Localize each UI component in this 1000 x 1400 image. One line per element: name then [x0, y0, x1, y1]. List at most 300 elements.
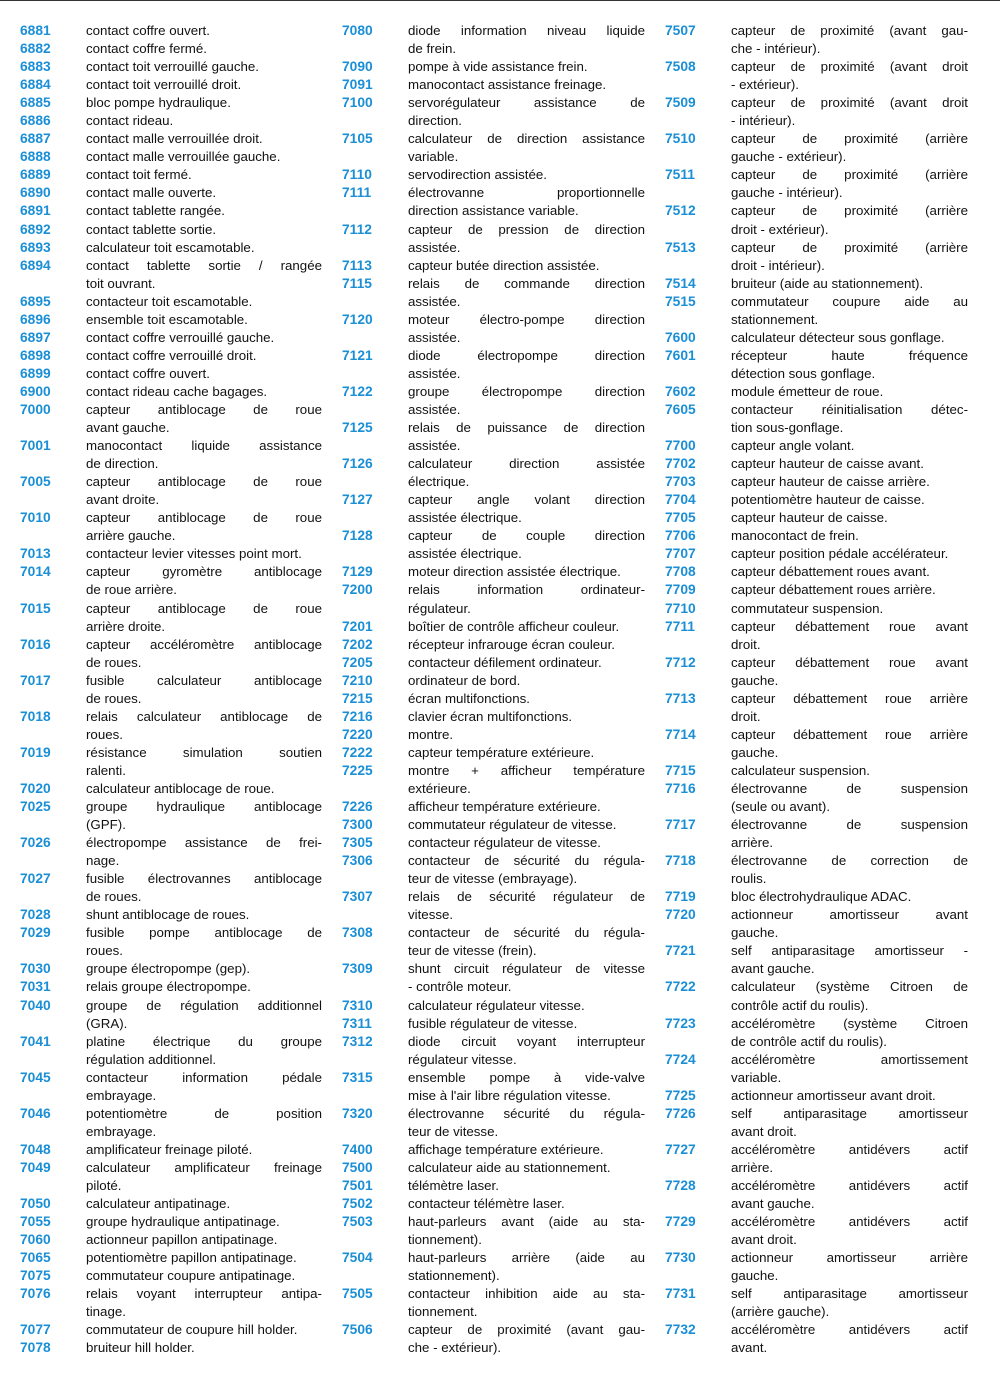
legend-entry	[20, 148, 322, 166]
description-line: gauche - extérieur).	[731, 149, 847, 165]
legend-entry	[342, 1033, 645, 1069]
legend-entry	[20, 1195, 322, 1213]
component-code: 6900	[20, 383, 51, 399]
component-description	[731, 545, 968, 563]
component-description	[731, 1249, 968, 1285]
component-code: 7215	[342, 690, 373, 706]
legend-entry	[665, 437, 968, 455]
description-line: contact coffre verrouillé gauche.	[86, 329, 275, 345]
component-code: 7511	[665, 167, 695, 183]
legend-entry	[665, 329, 968, 347]
description-line: récepteur haute fréquence	[731, 347, 968, 363]
component-code: 7040	[20, 997, 51, 1013]
description-line: che - extérieur).	[408, 1340, 502, 1356]
component-description	[731, 1105, 968, 1141]
component-code: 7030	[20, 961, 51, 977]
description-line: self antiparasitage amortisseur	[731, 1105, 968, 1121]
legend-entry	[20, 383, 322, 401]
component-description	[86, 148, 322, 166]
component-description	[408, 130, 645, 166]
component-description	[731, 600, 968, 618]
component-description	[86, 1231, 322, 1249]
description-line: module émetteur de roue.	[731, 383, 884, 399]
legend-entry	[20, 1033, 322, 1069]
component-description	[86, 997, 322, 1033]
description-line: avant droite.	[86, 492, 160, 508]
component-code: 7027	[20, 871, 51, 887]
description-line: (GPF).	[86, 817, 126, 833]
component-description	[86, 1321, 322, 1339]
component-code: 6884	[20, 77, 51, 93]
component-description	[86, 257, 322, 293]
description-line: contact tablette sortie.	[86, 221, 217, 237]
component-description	[408, 960, 645, 996]
component-description	[86, 1249, 322, 1267]
component-description	[86, 870, 322, 906]
component-code: 7225	[342, 762, 373, 778]
description-line: calculateur (système Citroen de	[731, 979, 968, 995]
component-description	[408, 1159, 645, 1177]
legend-entry	[665, 527, 968, 545]
legend-entry	[20, 1105, 322, 1141]
component-code: 7715	[665, 762, 696, 778]
description-line: capteur de proximité (avant droit	[731, 95, 968, 111]
legend-entry	[20, 600, 322, 636]
description-line: gauche.	[731, 744, 779, 760]
component-code: 7019	[20, 744, 51, 760]
description-line: récepteur infrarouge écran couleur.	[408, 636, 615, 652]
description-line: (GRA).	[86, 1015, 128, 1031]
component-code: 7077	[20, 1322, 51, 1338]
component-description	[408, 383, 645, 419]
component-description	[731, 581, 968, 599]
component-description	[86, 545, 322, 563]
description-line: régulateur vitesse.	[408, 1051, 517, 1067]
component-description	[408, 581, 645, 617]
component-description	[731, 509, 968, 527]
component-code: 7014	[20, 564, 51, 580]
description-line: assistée.	[408, 239, 461, 255]
component-description	[408, 257, 645, 275]
description-line: capteur débattement roues avant.	[731, 564, 930, 580]
description-line: contacteur réinitialisation détec-	[731, 401, 968, 417]
component-code: 7075	[20, 1268, 51, 1284]
description-line: capteur débattement roue avant	[731, 654, 968, 670]
legend-entry	[20, 1267, 322, 1285]
component-code: 7121	[342, 347, 373, 363]
legend-entry	[665, 94, 968, 130]
component-description	[408, 1249, 645, 1285]
description-line: contact tablette rangée.	[86, 203, 225, 219]
description-line: manocontact de frein.	[731, 528, 859, 544]
component-description	[408, 888, 645, 924]
description-line: platine électrique du groupe	[86, 1033, 322, 1049]
column-3	[665, 22, 968, 1357]
description-line: contact tablette sortie / rangée	[86, 257, 322, 273]
component-description	[408, 1033, 645, 1069]
legend-entry	[665, 383, 968, 401]
description-line: assistée.	[408, 401, 461, 417]
legend-entry	[665, 58, 968, 94]
legend-entry	[20, 1069, 322, 1105]
description-line: manocontact liquide assistance	[86, 438, 322, 454]
description-line: capteur antiblocage de roue	[86, 474, 322, 490]
legend-entry	[665, 545, 968, 563]
legend-entry	[20, 798, 322, 834]
description-line: contacteur toit escamotable.	[86, 293, 253, 309]
component-code: 7020	[20, 780, 51, 796]
component-code: 7015	[20, 600, 51, 616]
legend-entry	[665, 1321, 968, 1357]
description-line: roues.	[86, 726, 123, 742]
legend-entry	[20, 780, 322, 798]
description-line: haut-parleurs arrière (aide au	[408, 1250, 645, 1266]
description-line: teur de vitesse (frein).	[408, 943, 537, 959]
description-line: contacteur levier vitesses point mort.	[86, 546, 302, 562]
legend-entry	[665, 1087, 968, 1105]
legend-entry	[665, 888, 968, 906]
component-code: 7016	[20, 636, 51, 652]
description-line: assistée.	[408, 293, 461, 309]
component-description	[731, 1051, 968, 1087]
component-code: 7018	[20, 708, 51, 724]
legend-entry	[20, 1213, 322, 1231]
description-line: ordinateur de bord.	[408, 672, 521, 688]
component-code: 7050	[20, 1196, 51, 1212]
component-code: 7709	[665, 582, 696, 598]
legend-entry	[665, 852, 968, 888]
description-line: capteur hauteur de caisse.	[731, 510, 888, 526]
description-line: variable.	[731, 1069, 782, 1085]
legend-entry	[342, 257, 645, 275]
description-line: self antiparasitage amortisseur	[731, 1286, 968, 1302]
description-line: che - intérieur).	[731, 41, 821, 57]
legend-entry	[665, 202, 968, 238]
description-line: calculateur toit escamotable.	[86, 239, 255, 255]
legend-entry	[20, 960, 322, 978]
description-line: - extérieur).	[731, 77, 799, 93]
description-line: capteur de couple direction	[408, 528, 645, 544]
component-code: 7127	[342, 492, 373, 508]
description-line: contact rideau.	[86, 113, 174, 129]
legend-entry	[342, 654, 645, 672]
component-description	[86, 906, 322, 924]
description-line: contacteur télémètre laser.	[408, 1196, 565, 1212]
description-line: pompe à vide assistance frein.	[408, 59, 588, 75]
description-line: électrovanne de suspension	[731, 780, 968, 796]
legend-entry	[342, 130, 645, 166]
description-line: bruiteur (aide au stationnement).	[731, 275, 924, 291]
description-line: calculateur détecteur sous gonflage.	[731, 329, 945, 345]
legend-entry	[665, 22, 968, 58]
component-code: 7320	[342, 1105, 373, 1121]
component-description	[731, 275, 968, 293]
component-description	[731, 293, 968, 329]
description-line: assistée électrique.	[408, 510, 522, 526]
component-description	[408, 58, 645, 76]
component-description	[86, 1267, 322, 1285]
component-description	[731, 527, 968, 545]
legend-entry	[665, 455, 968, 473]
legend-entry	[342, 726, 645, 744]
description-line: (seule ou avant).	[731, 799, 831, 815]
component-code: 7514	[665, 275, 696, 291]
description-line: capteur de proximité (arrière	[731, 167, 968, 183]
description-line: droit.	[731, 636, 761, 652]
component-description	[731, 780, 968, 816]
legend-entry	[665, 762, 968, 780]
legend-entry	[20, 1231, 322, 1249]
description-line: potentiomètre hauteur de caisse.	[731, 492, 925, 508]
component-code: 7010	[20, 510, 51, 526]
component-code: 7128	[342, 528, 373, 544]
component-description	[731, 942, 968, 978]
component-code: 6891	[20, 203, 51, 219]
legend-entry	[20, 221, 322, 239]
description-line: gauche.	[731, 1268, 779, 1284]
legend-entry	[20, 1285, 322, 1321]
legend-entry	[20, 401, 322, 437]
description-line: relais de commande direction	[408, 275, 645, 291]
component-description	[731, 726, 968, 762]
description-line: contacteur régulateur de vitesse.	[408, 835, 601, 851]
legend-entry	[665, 726, 968, 762]
component-description	[731, 978, 968, 1014]
component-description	[731, 852, 968, 888]
description-line: relais de sécurité régulateur de	[408, 889, 645, 905]
component-code: 7729	[665, 1214, 696, 1230]
component-description	[86, 563, 322, 599]
legend-entry	[665, 473, 968, 491]
component-description	[86, 636, 322, 672]
component-code: 6893	[20, 239, 51, 255]
component-code: 7226	[342, 799, 373, 815]
component-description	[86, 22, 322, 40]
legend-entry	[665, 942, 968, 978]
legend-entry	[665, 1213, 968, 1249]
component-code: 7717	[665, 817, 696, 833]
description-line: capteur position pédale accélérateur.	[731, 546, 949, 562]
component-code: 7028	[20, 907, 51, 923]
component-description	[731, 563, 968, 581]
legend-entry	[342, 221, 645, 257]
component-code: 7200	[342, 582, 373, 598]
description-line: droit - extérieur).	[731, 221, 829, 237]
component-code: 7400	[342, 1141, 373, 1157]
component-code: 7220	[342, 726, 373, 742]
component-description	[408, 76, 645, 94]
component-description	[731, 1087, 968, 1105]
component-description	[86, 978, 322, 996]
legend-entry	[20, 1159, 322, 1195]
legend-entry	[665, 654, 968, 690]
description-line: commutateur suspension.	[731, 600, 884, 616]
description-line: détection sous gonflage.	[731, 365, 876, 381]
description-line: capteur débattement roues arrière.	[731, 582, 936, 598]
legend-entry	[342, 383, 645, 419]
description-line: diode circuit voyant interrupteur	[408, 1033, 645, 1049]
component-code: 6895	[20, 293, 51, 309]
component-code: 7312	[342, 1033, 373, 1049]
component-code: 6887	[20, 131, 51, 147]
description-line: groupe hydraulique antipatinage.	[86, 1214, 280, 1230]
component-code: 7507	[665, 23, 696, 38]
component-code: 7129	[342, 564, 373, 580]
component-description	[731, 383, 968, 401]
legend-entry	[665, 1015, 968, 1051]
component-description	[408, 1177, 645, 1195]
component-code: 6883	[20, 59, 51, 75]
legend-entry	[342, 708, 645, 726]
description-line: télémètre laser.	[408, 1178, 499, 1193]
legend-entry	[342, 563, 645, 581]
legend-entry	[20, 1249, 322, 1267]
description-line: avant droit.	[731, 1232, 797, 1248]
component-code: 7005	[20, 474, 51, 490]
component-description	[408, 1105, 645, 1141]
component-description	[86, 780, 322, 798]
component-code: 7506	[342, 1322, 373, 1338]
component-code: 7013	[20, 546, 51, 562]
description-line: arrière gauche.	[86, 528, 176, 544]
component-description	[86, 166, 322, 184]
component-code: 6881	[20, 23, 51, 38]
description-line: assistée électrique.	[408, 546, 522, 562]
description-line: capteur hauteur de caisse arrière.	[731, 474, 930, 490]
legend-entry	[20, 473, 322, 509]
component-code: 7718	[665, 853, 696, 869]
component-code: 7078	[20, 1340, 51, 1356]
description-line: fusible régulateur de vitesse.	[408, 1015, 578, 1031]
component-description	[731, 202, 968, 238]
legend-entry	[342, 1159, 645, 1177]
component-description	[408, 816, 645, 834]
description-line: tion sous-gonflage.	[731, 420, 844, 436]
component-description	[408, 834, 645, 852]
component-description	[86, 94, 322, 112]
component-description	[731, 22, 968, 58]
legend-entry	[20, 130, 322, 148]
legend-entry	[665, 491, 968, 509]
legend-entry	[20, 1321, 322, 1339]
description-line: calculateur antipatinage.	[86, 1196, 231, 1212]
component-description	[408, 563, 645, 581]
component-description	[86, 221, 322, 239]
description-line: stationnement).	[408, 1268, 500, 1284]
description-line: amplificateur freinage piloté.	[86, 1141, 253, 1157]
component-code: 6896	[20, 311, 51, 327]
component-description	[731, 347, 968, 383]
component-code: 7502	[342, 1196, 373, 1212]
description-line: droit - intérieur).	[731, 257, 825, 273]
description-line: capteur de proximité (arrière	[731, 239, 968, 255]
legend-entry	[20, 202, 322, 220]
component-description	[731, 618, 968, 654]
legend-entry	[665, 618, 968, 654]
legend-entry	[342, 852, 645, 888]
description-line: tionnement).	[408, 1232, 482, 1248]
component-description	[408, 455, 645, 491]
legend-entry	[342, 1105, 645, 1141]
component-code: 7504	[342, 1250, 373, 1266]
description-line: accéléromètre antidévers actif	[731, 1178, 968, 1193]
component-description	[86, 1141, 322, 1159]
description-line: embrayage.	[86, 1123, 157, 1139]
legend-entry	[665, 509, 968, 527]
legend-entry	[20, 906, 322, 924]
component-code: 7727	[665, 1141, 696, 1157]
legend-entry	[665, 906, 968, 942]
legend-entry	[342, 834, 645, 852]
component-description	[408, 1195, 645, 1213]
legend-entry	[20, 184, 322, 202]
legend-entry	[342, 960, 645, 996]
description-line: capteur de proximité (avant gau-	[408, 1322, 645, 1338]
component-code: 7031	[20, 979, 51, 995]
component-code: 7001	[20, 438, 51, 454]
description-line: fusible pompe antiblocage de	[86, 925, 322, 941]
description-line: potentiomètre papillon antipatinage.	[86, 1250, 297, 1266]
description-line: régulateur.	[408, 600, 471, 616]
component-description	[86, 401, 322, 437]
component-description	[86, 329, 322, 347]
legend-entry	[342, 798, 645, 816]
top-rule	[0, 0, 1000, 1]
description-line: bruiteur hill holder.	[86, 1340, 195, 1356]
description-line: groupe électropompe direction	[408, 383, 645, 399]
component-code: 7060	[20, 1232, 51, 1248]
legend-entry	[342, 1285, 645, 1321]
description-line: capteur température extérieure.	[408, 744, 595, 760]
component-code: 7508	[665, 59, 696, 75]
component-description	[86, 311, 322, 329]
legend-entry	[342, 581, 645, 617]
description-line: fusible calculateur antiblocage	[86, 672, 322, 688]
legend-entry	[342, 1177, 645, 1195]
component-code: 6885	[20, 95, 51, 111]
legend-entry	[665, 1285, 968, 1321]
component-code: 6890	[20, 185, 51, 201]
component-description	[86, 960, 322, 978]
component-code: 7503	[342, 1214, 373, 1230]
component-description	[731, 690, 968, 726]
component-code: 7110	[342, 167, 372, 183]
legend-entry	[20, 22, 322, 40]
legend-entry	[20, 834, 322, 870]
description-line: contact coffre verrouillé droit.	[86, 347, 257, 363]
component-code: 7112	[342, 221, 372, 237]
component-code: 7000	[20, 401, 51, 417]
description-line: potentiomètre de position	[86, 1105, 322, 1121]
component-code: 7100	[342, 95, 373, 111]
description-line: capteur débattement roue avant	[731, 618, 968, 634]
component-description	[408, 311, 645, 347]
component-code: 7708	[665, 564, 696, 580]
legend-entry	[20, 870, 322, 906]
description-line: capteur antiblocage de roue	[86, 510, 322, 526]
description-line: de direction.	[86, 456, 159, 472]
description-line: contact toit verrouillé droit.	[86, 77, 242, 93]
component-code: 7732	[665, 1322, 696, 1338]
description-line: contact toit verrouillé gauche.	[86, 59, 259, 75]
description-line: capteur angle volant.	[731, 438, 855, 454]
description-line: roues.	[86, 943, 123, 959]
component-code: 7126	[342, 456, 373, 472]
description-line: assistée.	[408, 329, 461, 345]
legend-entry	[342, 690, 645, 708]
description-line: capteur butée direction assistée.	[408, 257, 600, 273]
component-code: 7122	[342, 383, 373, 399]
